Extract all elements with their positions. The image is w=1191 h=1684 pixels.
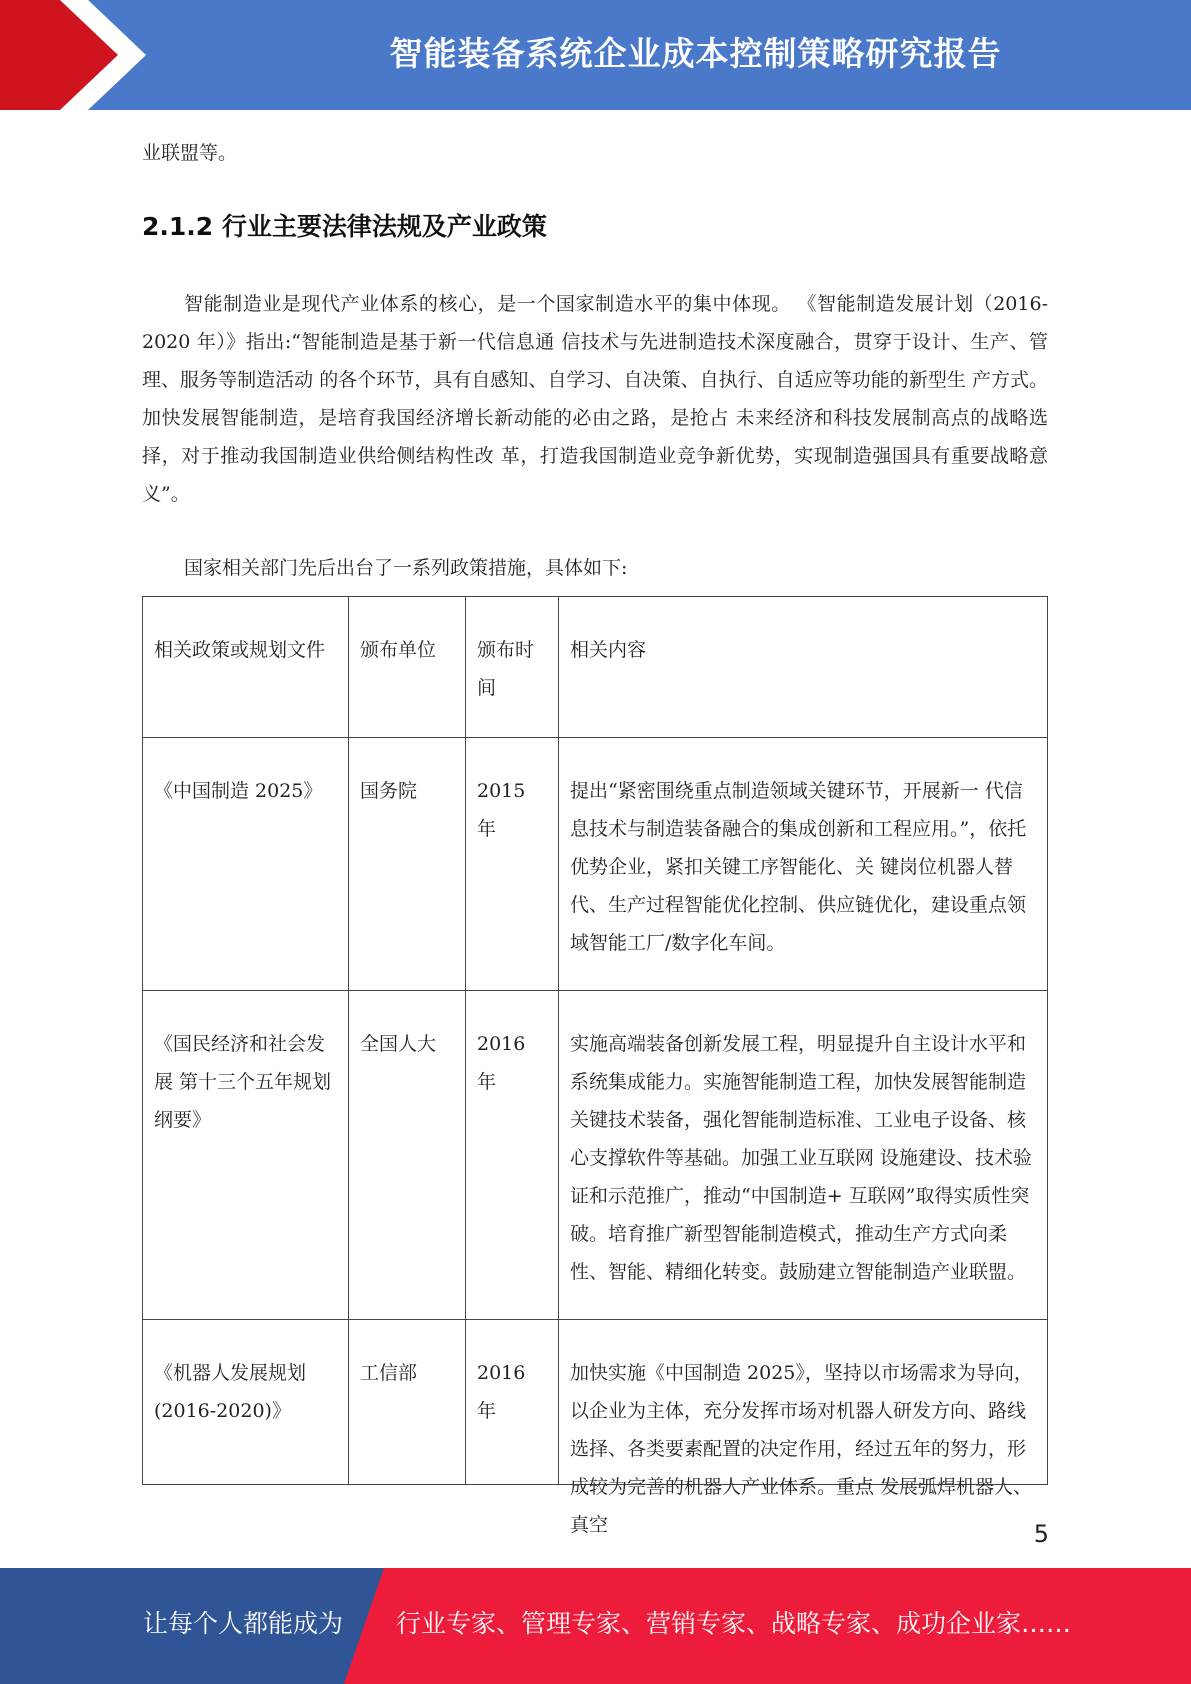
- section-heading: 2.1.2 行业主要法律法规及产业政策: [142, 212, 547, 241]
- cell-content: [559, 1320, 1048, 1536]
- cell-issuer: [349, 1320, 466, 1485]
- page-content: [142, 130, 1048, 587]
- cell-policy: 《中国制造 2025》: [143, 738, 349, 991]
- policy-table: [142, 596, 1048, 1536]
- cell-date-text: 2016 年: [477, 1362, 526, 1422]
- footer-slogan-right: 行业专家、管理专家、营销专家、战略专家、成功企业家……: [396, 1609, 1072, 1638]
- cell-issuer: 全国人大: [349, 991, 466, 1320]
- cell-date: 2015 年: [466, 738, 559, 991]
- table-header-row: [143, 597, 1048, 738]
- table-row: [143, 1320, 1048, 1485]
- header-cell-date: 颁布时间: [466, 597, 559, 738]
- cell-policy-text: 《机器人发展规划(2016-2020)》: [154, 1362, 307, 1422]
- page-header: [0, 0, 1191, 110]
- page-footer: [0, 1568, 1191, 1684]
- header-cell-content: 相关内容: [559, 597, 1048, 738]
- header-cell-policy: 相关政策或规划文件: [143, 597, 349, 738]
- cell-policy: [143, 1320, 349, 1485]
- paragraph-intro: 智能制造业是现代产业体系的核心，是一个国家制造水平的集中体现。 《智能制造发展计划（2016-2020 年）》指出:“智能制造是基于新一代信息通 信技术与先进制造技术深度融合，贯穿于设计、生产、管理、服务等制造活动 的各个环节，具有自感知、自学习、自决策、自执行、自适应等功能的新型生 产方式。加快发展智能制造，是培育我国经济增长新动能的必由之路，是抢占 未来经济和科技发展制高点的战略选择，对于推动我国制造业供给侧结构性改 革，打造我国制造业竞争新优势，实现制造强国具有重要战略意义”。: [142, 293, 1048, 505]
- report-title: 智能装备系统企业成本控制策略研究报告: [389, 34, 1002, 73]
- table-row: [143, 738, 1048, 991]
- paragraph-policy-lead: 国家相关部门先后出台了一系列政策措施，具体如下:: [184, 557, 628, 579]
- cell-content: 实施高端装备创新发展工程，明显提升自主设计水平和系统集成能力。实施智能制造工程，加快发展智能制造关键技术装备，强化智能制造标准、工业电子设备、核心支撑软件等基础。加强工业互联网 设施建设、技术验证和示范推广，推动“中国制造+ 互联网”取得实质性突破。培育推广新型智能制造模式，推动生产方式向柔性、智能、精细化转变。鼓励建立智能制造产业联盟。: [559, 991, 1048, 1320]
- cell-content-text: 加快实施《中国制造 2025》，坚持以市场需求为导向，以企业为主体，充分发挥市场对机器人研发方向、路线选择、各类要素配置的决定作用，经过五年的努力，形成较为完善的机器人产业体系。重点 发展弧焊机器人、真空: [570, 1362, 1033, 1536]
- page-number: 5: [1033, 1520, 1049, 1548]
- continued-text: 业联盟等。: [142, 142, 238, 164]
- cell-content: 提出“紧密围绕重点制造领域关键环节，开展新一 代信息技术与制造装备融合的集成创新和工程应用。”，依托优势企业，紧扣关键工序智能化、关 键岗位机器人替代、生产过程智能优化控制、供应链优化，建设重点领域智能工厂/数字化车间。: [559, 738, 1048, 991]
- cell-policy: 《国民经济和社会发展 第十三个五年规划纲要》: [143, 991, 349, 1320]
- cell-issuer: 国务院: [349, 738, 466, 991]
- header-cell-issuer: 颁布单位: [349, 597, 466, 738]
- cell-date: 2016 年: [466, 991, 559, 1320]
- table-row: [143, 991, 1048, 1320]
- cell-date: [466, 1320, 559, 1485]
- cell-issuer-text: 工信部: [360, 1362, 418, 1384]
- footer-slogan-left: 让每个人都能成为: [143, 1609, 344, 1638]
